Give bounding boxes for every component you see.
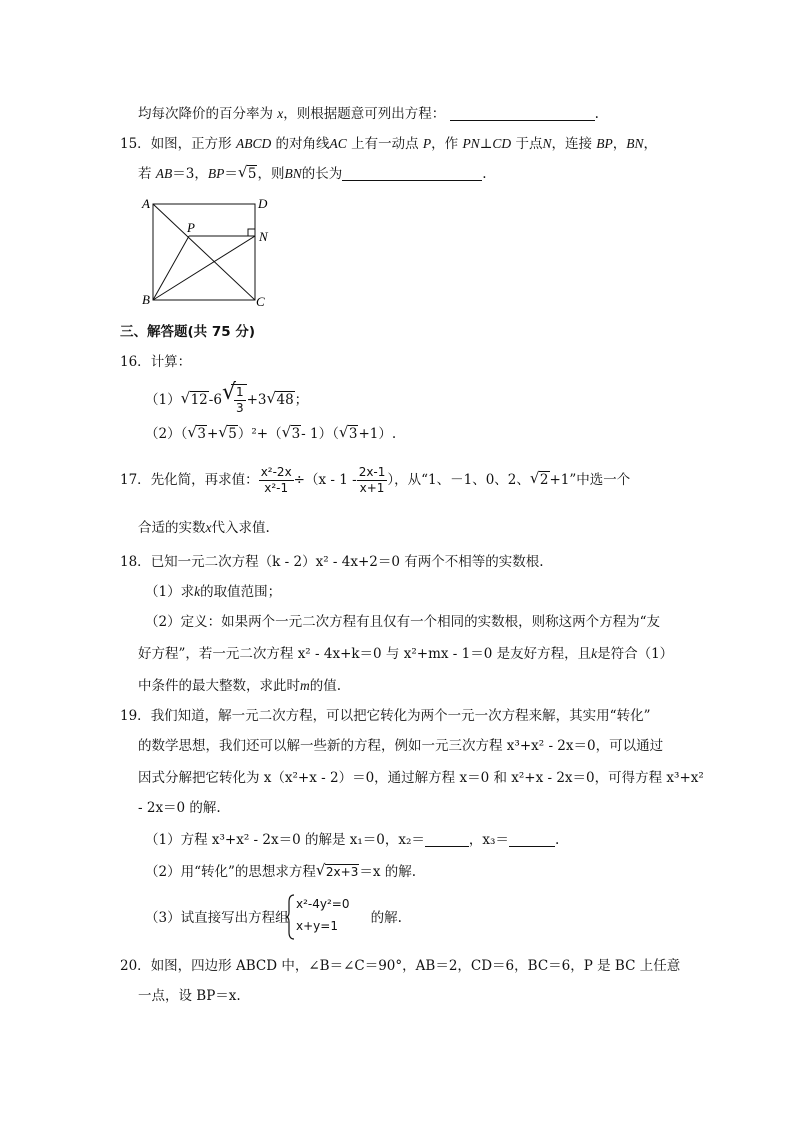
label-c: C: [256, 294, 265, 309]
q15-text: ＝: [224, 166, 238, 182]
radicand: 3: [197, 426, 206, 442]
label-b: B: [142, 292, 150, 307]
question-number: 19．: [120, 708, 151, 724]
q14-text: 均每次降价的百分率为: [138, 106, 273, 122]
q17-text: +1”中选一个: [549, 472, 631, 488]
q15-square-figure: [138, 192, 278, 312]
q14-text2: ，则根据题意可列出方程：: [283, 106, 446, 122]
q17-var: x: [205, 520, 212, 535]
q15-line1: [120, 134, 657, 154]
sqrt-5: √ 5: [218, 423, 237, 442]
denominator: x²-1: [264, 481, 289, 495]
q19-line2: 的数学思想，我们还可以解一些新的方程，例如一元三次方程 x³+x² - 2x＝0，可以通过: [138, 738, 664, 754]
q17-text: 合适的实数: [138, 520, 206, 536]
q19-text: （3）试直接写出方程组: [145, 910, 289, 926]
q15-var: PN: [462, 136, 480, 151]
q18-text: 中条件的最大整数，求此时: [138, 678, 300, 694]
q18-text: （1）求: [145, 584, 195, 600]
q19-part2: [145, 862, 416, 882]
diagonal-ac: [153, 204, 255, 300]
radicand: 5: [247, 166, 257, 182]
q19-text: ，x₃＝: [468, 832, 509, 848]
denominator: 3: [235, 401, 244, 415]
operator: ）²+（: [237, 426, 282, 442]
system-eq-2: x+y=1: [296, 919, 338, 933]
q16-part2: [145, 424, 396, 444]
q15-text: 如图，正方形: [150, 136, 232, 152]
radicand: 12: [190, 392, 208, 408]
q15-var: P: [422, 136, 432, 151]
q20-line2: 一点，设 BP＝x.: [138, 988, 241, 1004]
sqrt-5: √ 5: [237, 163, 257, 182]
q19-line4: - 2x＝0 的解.: [138, 800, 221, 816]
q18-text: 已知一元二次方程（k - 2）x² - 4x+2＝0 有两个不相等的实数根.: [150, 554, 544, 570]
part-label: （2）（: [145, 426, 188, 442]
q15-var: CD: [492, 136, 512, 151]
system-eq-1: x²-4y²=0: [296, 897, 350, 911]
numerator: 1: [235, 385, 244, 399]
q16-title: 计算：: [150, 354, 192, 370]
q18-part2-l2: [138, 644, 673, 664]
question-number: 15．: [120, 136, 151, 152]
q15-text: ，: [643, 136, 658, 152]
q15-var: BN: [626, 136, 644, 151]
q15-text: 上有一动点: [351, 136, 419, 152]
question-number: 18．: [120, 554, 151, 570]
q15-text: ，: [612, 136, 627, 152]
q18-var: m: [300, 678, 310, 693]
radicand: 5: [228, 426, 237, 442]
q18-part2-l1: （2）定义：如果两个一元二次方程有且仅有一个相同的实数根，则称这两个方程为“友: [145, 614, 660, 630]
punct: ；: [294, 392, 309, 408]
q19-part1: [145, 830, 559, 850]
right-angle-mark: [248, 229, 255, 236]
q18-part2-l3: [138, 676, 341, 696]
label-n: N: [259, 229, 268, 244]
sqrt-48: √ 48: [266, 389, 294, 408]
q17-text: 代入求值.: [211, 520, 270, 536]
q18-text: 的值.: [309, 678, 342, 694]
perp-symbol: ⊥: [479, 136, 493, 152]
q18-var: k: [591, 646, 598, 661]
question-number: 20．: [120, 958, 151, 974]
q16-line: [120, 352, 191, 372]
radicand: 2x+3: [325, 865, 359, 879]
q17-text: 先化简，再求值：: [150, 472, 259, 488]
operator: +1）.: [358, 426, 397, 442]
q14-var: x: [277, 106, 284, 121]
fraction-1: [259, 465, 294, 496]
question-number: 16．: [120, 354, 151, 370]
q14-answer-blank[interactable]: [450, 106, 595, 121]
sqrt-3: √ 3: [187, 423, 206, 442]
sqrt-one-third: √ $\frac{1}{3}$: [222, 384, 247, 416]
sqrt-12: √ 12: [180, 389, 208, 408]
label-p: P: [187, 220, 195, 235]
q19-text: 的解.: [370, 910, 402, 926]
operator: +3: [246, 392, 267, 408]
q15-line2: 若 AB＝3，BP＝ √ 5，则BN的长为 .: [138, 163, 487, 182]
q19-line1: [120, 706, 651, 726]
q14-line: 均每次降价的百分率为 x，则根据题意可列出方程： .: [138, 106, 599, 122]
q20-line1: [120, 956, 680, 976]
question-number: 17．: [120, 472, 151, 488]
q15-text: ＝3，: [172, 166, 208, 182]
x3-answer-blank[interactable]: [509, 832, 555, 847]
radicand: 48: [276, 392, 294, 408]
label-d: D: [258, 196, 268, 211]
q19-line3: 因式分解把它转化为 x（x²+x - 2）＝0，通过解方程 x＝0 和 x²+x - 2x＝0，可得方程 x³+x²: [138, 770, 704, 786]
operator: +: [206, 426, 219, 442]
q17-text: ÷（x - 1 -: [293, 472, 357, 488]
q15-var: BP: [596, 136, 613, 151]
q15-text: ，则: [257, 166, 285, 182]
q15-var: ABCD: [235, 136, 272, 151]
sqrt-3: √ 3: [338, 423, 358, 442]
q18-text: 的取值范围；: [200, 584, 282, 600]
q18-part1: [145, 582, 281, 602]
q19-text: .: [554, 832, 560, 848]
sqrt-2: √ 2: [529, 469, 549, 488]
q18-text: 是符合（1）: [597, 646, 674, 662]
part-label: （1）: [145, 392, 181, 408]
numerator: 2x-1: [358, 465, 386, 479]
q15-text: 若: [138, 166, 152, 182]
q15-text: 的长为: [301, 166, 343, 182]
x2-answer-blank[interactable]: [425, 832, 469, 847]
segment-bn: [153, 236, 255, 300]
q15-answer-blank[interactable]: [342, 166, 482, 181]
q15-var: N: [542, 136, 552, 151]
q18-line1: [120, 552, 544, 572]
q18-text: 好方程”，若一元二次方程 x² - 4x+k＝0 与 x²+mx - 1＝0 是友好方程，且: [138, 646, 592, 662]
numerator: x²-2x: [260, 465, 292, 479]
operator: - 1）（: [301, 426, 339, 442]
q17-text: ），从“1、－1、0、2、: [387, 472, 530, 488]
q19-text: （2）用“转化”的思想求方程: [145, 864, 316, 880]
radicand: 3: [348, 426, 358, 442]
q15-text: ，作: [431, 136, 459, 152]
q15-var: BN: [284, 166, 302, 181]
q17-line1: [120, 462, 630, 498]
q15-text: 于点: [515, 136, 543, 152]
radicand: 3: [291, 426, 301, 442]
q15-var: AB: [155, 166, 173, 181]
q17-line2: [138, 518, 270, 538]
q15-text: ，连接: [551, 136, 592, 152]
q15-var: AC: [329, 136, 347, 151]
sqrt-2x3: √ 2x+3: [315, 861, 359, 879]
q16-part1: [145, 380, 309, 416]
denominator: x+1: [359, 481, 385, 495]
q19-text: （1）方程 x³+x² - 2x＝0 的解是 x₁＝0，x₂＝: [145, 832, 425, 848]
q19-text: ＝x 的解.: [359, 864, 417, 880]
operator: -6: [208, 392, 222, 408]
brace-icon: [286, 894, 296, 940]
equation-system: [286, 894, 366, 940]
q19-text: 我们知道，解一元二次方程，可以把它转化为两个一元一次方程来解，其实用“转化”: [150, 708, 651, 724]
sqrt-3: √ 3: [281, 423, 301, 442]
q15-var: BP: [207, 166, 225, 181]
q15-text: 的对角线: [275, 136, 330, 152]
q20-text: 如图，四边形 ABCD 中，∠B＝∠C＝90°，AB＝2，CD＝6，BC＝6，P 是 BC 上任意: [150, 958, 681, 974]
radicand: 2: [539, 472, 549, 488]
fraction-2: [357, 465, 388, 496]
label-a: A: [142, 196, 150, 211]
segment-bp: [153, 236, 189, 300]
q18-var: k: [194, 584, 201, 599]
section-heading: 三、解答题(共 75 分): [120, 324, 256, 340]
